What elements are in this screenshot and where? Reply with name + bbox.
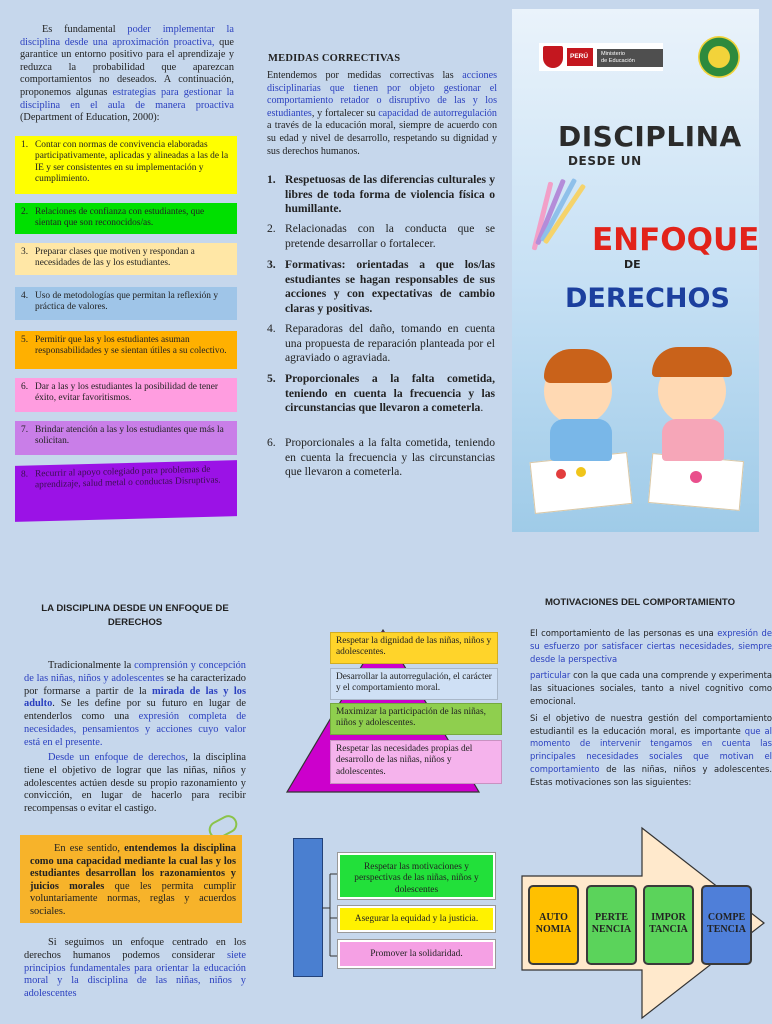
section-title-disciplina-derechos: LA DISCIPLINA DESDE UN ENFOQUE DE DERECHOS [41,603,229,628]
strategy-text: Brindar atención a las y los estudiantes que más la solicitan. [35,425,224,447]
principle-item [267,173,495,217]
text-run: a través de la educación moral, siempre de acuerdo con su edad y nivel de desarrollo, respetando su dignidad y sus derechos humanos. [267,120,497,157]
text-run: de las niñas, niños y adolescentes. Estas motivaciones son las siguientes: [530,763,772,787]
strategy-item [15,136,237,194]
text-run: Tradicionalmente la [48,660,135,671]
principle-item [267,258,495,316]
strategy-item [15,287,237,320]
motivation-label-line2: NENCIA [591,924,632,935]
text-run: que les permita cumplir voluntariamente normas, reglas y acuerdos sociales. [30,880,236,917]
principle-text-body: Relacionadas con la conducta que se pretende desarrollar o fortalecer. [285,222,495,250]
principle-text [285,322,495,366]
pyramid-level-box: Desarrollar la autorregulación, el carácter y el comportamiento moral. [330,668,498,700]
text-run: Si el objetivo de nuestra gestión del comportamiento estudiantil es la educación moral, es importante [530,712,772,736]
strategy-number: 7. [21,425,29,435]
strategy-item [15,460,237,522]
principle-text-body: Reparadoras del daño, tomando en cuenta una propuesta de reparación planteada por el agraviado o agraviada. [285,322,495,365]
discipline-definition-callout [20,835,242,923]
principle-text-body: Proporcionales a la falta cometida, teniendo en cuenta la frecuencia y las circunstancias que llevaron a cometerla [285,372,495,415]
strategy-number: 1. [21,140,29,150]
text-run: particular [530,670,571,681]
strategy-number: 3. [21,247,29,257]
cover-title-disciplina: DISCIPLINA [558,120,742,153]
strategy-number: 6. [21,382,29,392]
ministry-label [597,49,663,67]
strategy-number: 5. [21,335,29,345]
text-run: poder implementar la disciplina desde una aproximación proactiva, [20,24,234,48]
principle-text [285,258,495,316]
pyramid-level-box: Maximizar la participación de las niñas, niños y adolescentes. [330,703,502,735]
branch-item-box: Promover la solidaridad. [338,940,495,968]
strategy-text: Recurrir al apoyo colegiado para problemas de aprendizaje, salud metal o conductas Disruptivas. [35,464,221,491]
ministry-line2: de Educación [601,58,635,64]
motivation-label-line1: IMPOR [651,912,686,923]
text-run: entendemos la disciplina como una capacidad mediante la cual las y los estudiantes desarrollan los razonamientos y juicios morales [30,843,236,892]
motivaciones-p1 [530,627,772,665]
cover-title-desde-un: DESDE UN [568,154,642,168]
text-run: siete principios fundamentales para orientar la educación moral y la disciplina de las niñas, niños y adolescentes [24,949,246,1000]
branch-item-box: Asegurar la equidad y la justicia. [338,906,495,932]
traditional-view-paragraph [24,660,246,750]
strategy-item [15,331,237,369]
text-run: estrategias para gestionar la disciplina en el aula de manera proactiva [20,86,234,111]
branch-connector-bar [293,838,323,977]
motivation-label-line2: TANCIA [649,924,688,935]
strategy-text: Uso de metodologías que permitan la reflexión y práctica de valores. [35,291,219,313]
text-run: (Department of Education, 2000): [20,112,160,124]
section-title-motivaciones: MOTIVACIONES DEL COMPORTAMIENTO [544,597,736,608]
text-run: El comportamiento de las personas es una [530,628,718,638]
rights-approach-paragraph [24,752,246,816]
text-run: expresión de su esfuerzo por satisfacer ciertas necesidades, siempre desde la perspectiva [530,628,772,664]
text-run: comprensión y concepción de las niñas, niños y adolescentes [24,660,247,684]
motivation-label-line1: COMPE [707,912,746,923]
strategy-number: 4. [21,291,29,301]
principle-text-body: Proporcionales a la falta cometida, teniendo en cuenta la frecuencia y las circunstancias que llevaron a cometerla. [285,436,495,479]
text-run: expresión completa de necesidades, pensamientos y acciones cuyo valor está en el presente. [24,711,246,748]
principle-text-body: Formativas: orientadas a que los/las estudiantes se hagan responsables de sus acciones y con expectativas de cambio claras y positivas. [285,258,495,315]
principle-text-tail: . [480,401,484,415]
principle-number: 2. [267,222,276,235]
motivation-label-line2: NOMIA [535,924,572,935]
text-run: mirada de las y los adulto [24,685,246,710]
principle-number: 1. [267,173,276,186]
coat-of-arms-icon [543,46,563,68]
motivation-box [528,885,579,965]
text-run: se ha caracterizado por formarse a partir de la [24,672,246,697]
text-run: acciones disciplinarias que tienen por objeto gestionar el comportamiento retador o disruptivo de las y los estudiantes [267,70,497,119]
motivation-box [643,885,694,965]
intro-paragraph [20,24,234,125]
principle-item [267,222,495,251]
ministry-line1: Ministerio [601,51,625,57]
strategy-text: Contar con normas de convivencia elaboradas participativamente, aplicadas y alineadas a las de la IE y ser consistentes en su implementación y cumplimiento. [35,140,229,185]
ministry-banner [539,43,663,71]
principle-number: 6. [267,436,276,449]
cover-title-de: DE [624,258,641,271]
principle-number: 3. [267,258,276,271]
strategy-text: Relaciones de confianza con estudiantes, que sientan que son reconocidos/as. [35,207,205,229]
text-run: Desde un enfoque de derechos [48,752,186,763]
strategy-item [15,203,237,234]
principle-text [285,372,495,416]
branch-item-box: Respetar las motivaciones y perspectivas de las niñas, niños y dolescentes [338,853,495,899]
text-run: capacidad de autorregulación [378,107,497,119]
text-run: con la que cada una comprende y experimenta las situaciones sociales, tanto a nivel cognitivo como emocional. [530,670,772,706]
principle-number: 4. [267,322,276,335]
motivaciones-p2 [530,669,772,707]
principle-item [267,322,495,366]
section-title-medidas: MEDIDAS CORRECTIVAS [268,53,401,64]
strategy-text: Permitir que las y los estudiantes asuman responsabilidades y se sientan útiles a su colectivo. [35,335,227,357]
text-run: Entendemos por medidas correctivas las [267,70,463,81]
text-run: Si seguimos un enfoque centrado en los derechos humanos podemos considerar [24,937,246,961]
brochure-cover [512,9,759,532]
text-run: , la disciplina tiene el objetivo de lograr que las niñas, niños y adolescentes actúen desde su propio razonamiento y convicción, en lugar de hacerlo para recibir recompensas o evitar el castigo. [24,752,246,815]
principle-item [267,436,495,480]
seven-principles-paragraph [24,937,246,1001]
strategy-text: Preparar clases que motiven y respondan a necesidades de las y los estudiantes. [35,247,195,269]
principle-text [285,436,495,480]
principle-number: 5. [267,372,276,385]
motivation-label-line1: PERTE [595,912,628,923]
motivation-box [701,885,752,965]
motivaciones-p3 [530,712,772,789]
text-run: . Se les define por su futuro en lugar de entenderlos como una [24,698,246,723]
school-logo-icon [698,36,740,78]
motivation-label-line2: TENCIA [707,924,746,935]
text-run: Es fundamental [42,24,128,35]
strategy-text: Dar a las y los estudiantes la posibilidad de tener éxito, evitar favoritismos. [35,382,219,404]
country-label: PERÚ [567,48,593,66]
medidas-intro [267,70,497,158]
motivation-box [586,885,637,965]
principle-text [285,222,495,251]
cover-title-enfoque: ENFOQUE [592,222,760,258]
text-run: En ese sentido, [54,843,125,854]
principle-text-body: Respetuosas de las diferencias culturales y libres de toda forma de violencia física o humillante. [285,173,495,216]
strategy-item [15,243,237,275]
text-run: que al momento de intervenir tengamos en cuenta las principales necesidades sociales que motivan el comportamiento [530,725,772,774]
text-run: , y fortalecer su [311,107,379,119]
pyramid-level-box: Respetar la dignidad de las niñas, niños y adolescentes. [330,632,498,664]
strategy-item [15,421,237,455]
text-run: que garantice un entorno positivo para el aprendizaje y reduzca la probabilidad que aparezcan comportamientos no deseados. A continuación, proponemos algunas [20,36,234,98]
motivaciones-text [530,627,772,793]
principle-text [285,173,495,217]
pyramid-level-box: Respetar las necesidades propias del desarrollo de las niñas, niños y adolescentes. [330,740,502,784]
strategy-number: 8. [21,469,29,480]
strategy-number: 2. [21,207,29,217]
motivation-label-line1: AUTO [539,912,568,923]
cover-title-derechos: DERECHOS [565,283,730,314]
principle-item [267,372,495,416]
strategy-item [15,378,237,412]
